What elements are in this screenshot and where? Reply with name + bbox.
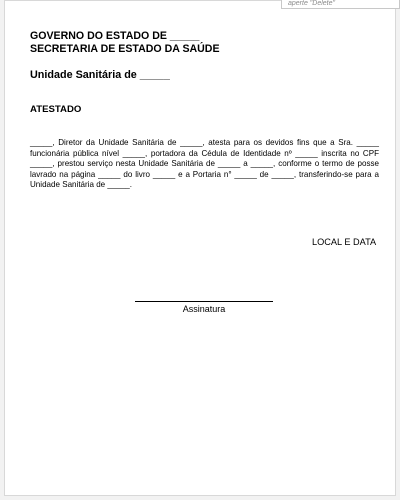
attestation-body: _____, Diretor da Unidade Sanitária de _____, atesta para os devidos fins que a Sra. _____ funcionária pública nível _____, portadora da Cédula de Identidade nº _____ inscrita no CPF _____, prestou serviço nesta Unidade Sanitária de _____ a _____, conforme o termo de posse lavrado na página _____ do livro _____ e a Portaria n° _____ de _____, transferindo-se para a Unidade Sanitária de _____. (30, 138, 379, 190)
place-and-date: LOCAL E DATA (312, 237, 377, 247)
delete-hint-box: aperte "Delete" (281, 0, 400, 9)
document-type: ATESTADO (30, 104, 82, 115)
header-secretariat: SECRETARIA DE ESTADO DA SAÚDE (30, 43, 220, 55)
document-page (4, 0, 396, 496)
header-government: GOVERNO DO ESTADO DE _____ (30, 30, 200, 42)
signature-label: Assinatura (182, 304, 226, 314)
signature-line (135, 301, 273, 302)
unit-title: Unidade Sanitária de _____ (30, 69, 170, 81)
